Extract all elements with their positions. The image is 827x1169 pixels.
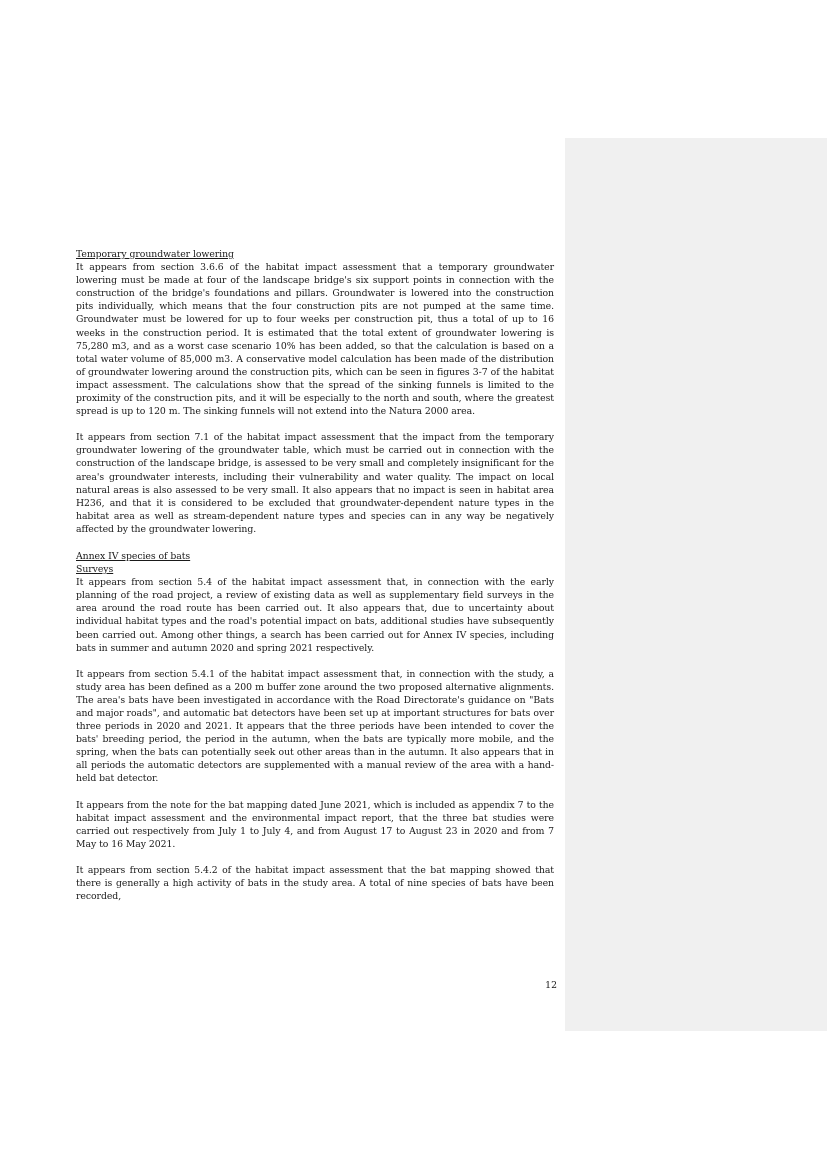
subheading-surveys: Surveys: [76, 564, 114, 576]
section-heading-groundwater: Temporary groundwater lowering: [76, 249, 234, 260]
paragraph: It appears from the note for the bat mapping dated June 2021, which is included as appendix 7 to the habitat impact assessment and the environmental impact report, that the three bat studies were carried out respectively from July 1 to July 4, and from August 17 to August 23 in 2020 and from 7 May to 16 May 2021.: [76, 799, 554, 850]
page-number: 12: [545, 980, 557, 991]
page-body: [76, 248, 554, 916]
paragraph: It appears from section 5.4.1 of the habitat impact assessment that, in connection with the study, a study area has been defined as a 200 m buffer zone around the two proposed alternative alignments. The area's bats have been investigated in accordance with the Road Directorate's guidance on "Bats and major roads", and automatic bat detectors have been set up at important structures for bats over three periods in 2020 and 2021. It appears that the three periods have been intended to cover the bats' breeding period, the period in the autumn, when the bats are typically more mobile, and the spring, when the bats can potentially seek out other areas than in the autumn. It also appears that in all periods the automatic detectors are supplemented with a manual review of the area with a hand-held bat detector.: [76, 668, 554, 785]
paragraph: It appears from section 3.6.6 of the habitat impact assessment that a temporary groundwater lowering must be made at four of the landscape bridge's six support points in connection with the construction of the bridge's foundations and pillars. Groundwater is lowered into the construction pits individually, which means that the four construction pits are not pumped at the same time. Groundwater must be lowered for up to four weeks per construction pit, thus a total of up to 16 weeks in the construction period. It is estimated that the total extent of groundwater lowering is 75,280 m3, and as a worst case scenario 10% has been added, so that the calculation is based on a total water volume of 85,000 m3. A conservative model calculation has been made of the distribution of groundwater lowering around the construction pits, which can be seen in figures 3-7 of the habitat impact assessment. The calculations show that the spread of the sinking funnels is limited to the proximity of the construction pits, and it will be especially to the north and south, where the greatest spread is up to 120 m. The sinking funnels will not extend into the Natura 2000 area.: [76, 262, 554, 418]
section-heading-bats: Annex IV species of bats: [76, 550, 191, 562]
comment-margin-pane: [565, 138, 827, 1031]
paragraph: It appears from section 5.4.2 of the habitat impact assessment that the bat mapping showed that there is generally a high activity of bats in the study area. A total of nine species of bats have been recorded,: [76, 864, 554, 903]
paragraph: It appears from section 7.1 of the habitat impact assessment that the impact from the temporary groundwater lowering of the groundwater table, which must be carried out in connection with the construction of the landscape bridge, is assessed to be very small and completely insignificant for the area's groundwater interests, including their vulnerability and water quality. The impact on local natural areas is also assessed to be very small. It also appears that no impact is seen in habitat area H236, and that it is considered to be excluded that groundwater-dependent nature types in the habitat area as well as stream-dependent nature types and species can in any way be negatively affected by the groundwater lowering.: [76, 432, 554, 535]
paragraph: It appears from section 5.4 of the habitat impact assessment that, in connection with the early planning of the road project, a review of existing data as well as supplementary field surveys in the area around the road route has been carried out. It also appears that, due to uncertainty about individual habitat types and the road's potential impact on bats, additional studies have subsequently been carried out. Among other things, a search has been carried out for Annex IV species, including bats in summer and autumn 2020 and spring 2021 respectively.: [76, 577, 554, 654]
